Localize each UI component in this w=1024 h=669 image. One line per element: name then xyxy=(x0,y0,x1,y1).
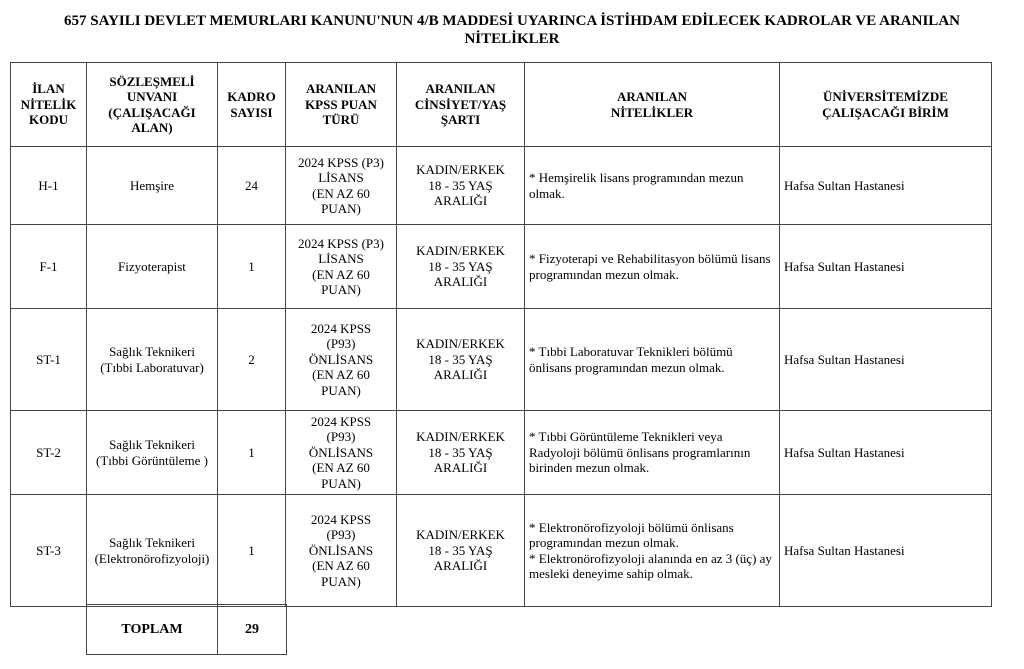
gender-age-cell xyxy=(397,411,525,495)
text-line: KODU xyxy=(29,112,68,128)
qualifications-cell xyxy=(525,411,780,495)
unit-cell: Hafsa Sultan Hastanesi xyxy=(780,147,992,225)
code-cell: ST-1 xyxy=(11,309,87,411)
text-line: KPSS PUAN xyxy=(305,96,377,112)
text-line: (EN AZ 60 xyxy=(312,460,370,476)
text-line: * Tıbbi Laboratuvar Teknikleri bölümü önlisans programından mezun olmak. xyxy=(529,344,733,375)
text-line: UNVANI xyxy=(126,89,178,104)
text-line: ALAN) xyxy=(131,120,173,135)
text-line: * Fizyoterapi ve Rehabilitasyon bölümü lisans programından mezun olmak. xyxy=(529,251,771,282)
header-kpss xyxy=(286,63,397,147)
total-row xyxy=(87,605,287,655)
document-title xyxy=(0,12,1024,48)
text-line: (P93) xyxy=(326,527,356,543)
count-cell: 1 xyxy=(218,411,286,495)
title-cell xyxy=(87,225,218,309)
positions-table xyxy=(10,62,992,607)
unit-cell: Hafsa Sultan Hastanesi xyxy=(780,495,992,607)
text-line: (EN AZ 60 xyxy=(312,185,370,201)
header-row xyxy=(11,63,992,147)
text-line: ÇALIŞACAĞI BİRİM xyxy=(822,104,949,120)
text-line: 2024 KPSS xyxy=(310,511,372,527)
table-row xyxy=(11,147,992,225)
text-line: 18 - 35 YAŞ xyxy=(428,351,493,367)
header-code xyxy=(11,63,87,147)
text-line: 2024 KPSS (P3) xyxy=(298,154,384,170)
text-line: PUAN) xyxy=(321,475,361,491)
text-line: ARANILAN xyxy=(616,89,688,104)
text-line: NİTELİK xyxy=(20,96,77,112)
text-line: (Elektronörofizyoloji) xyxy=(94,550,210,566)
code-cell: ST-2 xyxy=(11,411,87,495)
text-line: KADRO xyxy=(227,89,276,104)
text-line: 2024 KPSS (P3) xyxy=(298,235,384,251)
kpss-cell xyxy=(286,309,397,411)
text-line: ARALIĞI xyxy=(433,460,488,476)
text-line: ARALIĞI xyxy=(433,558,488,574)
text-line: ÖNLİSANS xyxy=(308,351,374,367)
text-line: 2024 KPSS xyxy=(310,413,372,429)
code-cell: ST-3 xyxy=(11,495,87,607)
text-line: * Hemşirelik lisans programından mezun olmak. xyxy=(529,170,744,201)
text-line: ARALIĞI xyxy=(433,193,488,209)
qualifications-cell xyxy=(525,309,780,411)
text-line: SAYISI xyxy=(230,104,273,120)
text-line: (EN AZ 60 xyxy=(312,367,370,383)
qualifications-cell xyxy=(525,495,780,607)
kpss-cell xyxy=(286,225,397,309)
kpss-cell xyxy=(286,411,397,495)
unit-cell: Hafsa Sultan Hastanesi xyxy=(780,411,992,495)
total-value: 29 xyxy=(218,605,287,655)
qualifications-cell xyxy=(525,225,780,309)
text-line: * Elektronörofizyoloji bölümü önlisans programından mezun olmak. xyxy=(529,519,734,550)
text-line: (P93) xyxy=(326,429,356,445)
kpss-cell xyxy=(286,147,397,225)
text-line: Sağlık Teknikeri xyxy=(109,344,195,359)
text-line: ARALIĞI xyxy=(433,274,488,290)
text-line: SÖZLEŞMELİ xyxy=(109,73,195,89)
text-line: ÖNLİSANS xyxy=(308,444,374,460)
text-line: 18 - 35 YAŞ xyxy=(428,258,493,274)
text-line: LİSANS xyxy=(318,251,364,266)
text-line: Sağlık Teknikeri xyxy=(109,535,195,550)
count-cell: 2 xyxy=(218,309,286,411)
text-line: KADIN/ERKEK xyxy=(416,429,505,445)
text-line: * Tıbbi Görüntüleme Teknikleri veya Radyoloji bölümü önlisans programlarının birinden mezun olmak. xyxy=(529,429,751,476)
text-line: KADIN/ERKEK xyxy=(416,243,505,259)
text-line: Fizyoterapist xyxy=(118,258,186,274)
text-line: KADIN/ERKEK xyxy=(416,162,505,178)
text-line: CİNSİYET/YAŞ xyxy=(414,96,507,112)
text-line: ÖNLİSANS xyxy=(308,542,374,558)
text-line: PUAN) xyxy=(321,282,361,297)
header-count xyxy=(218,63,286,147)
qualifications-cell xyxy=(525,147,780,225)
text-line: 2024 KPSS xyxy=(310,320,372,336)
title-cell xyxy=(87,147,218,225)
gender-age-cell xyxy=(397,309,525,411)
gender-age-cell xyxy=(397,225,525,309)
title-cell xyxy=(87,309,218,411)
title-line-2: NİTELİKLER xyxy=(464,31,560,47)
header-title xyxy=(87,63,218,147)
gender-age-cell xyxy=(397,495,525,607)
text-line: ARALIĞI xyxy=(433,367,488,383)
table-row xyxy=(11,225,992,309)
count-cell: 24 xyxy=(218,147,286,225)
total-table xyxy=(86,604,287,655)
text-line: NİTELİKLER xyxy=(610,104,694,120)
text-line: Sağlık Teknikeri xyxy=(109,437,195,452)
title-cell xyxy=(87,411,218,495)
text-line: 18 - 35 YAŞ xyxy=(428,444,493,460)
text-line: LİSANS xyxy=(318,170,364,185)
total-label: TOPLAM xyxy=(87,605,218,655)
text-line: (ÇALIŞACAĞI xyxy=(108,104,196,120)
text-line: ŞARTI xyxy=(440,112,481,128)
unit-cell: Hafsa Sultan Hastanesi xyxy=(780,225,992,309)
unit-cell: Hafsa Sultan Hastanesi xyxy=(780,309,992,411)
title-cell xyxy=(87,495,218,607)
title-line-1: 657 SAYILI DEVLET MEMURLARI KANUNU'NUN 4/B MADDESİ UYARINCA İSTİHDAM EDİLECEK KADROLAR VE ARANILAN xyxy=(64,13,960,29)
kpss-cell xyxy=(286,495,397,607)
code-cell: H-1 xyxy=(11,147,87,225)
text-line: Hemşire xyxy=(129,177,175,193)
text-line: (P93) xyxy=(326,336,356,352)
text-line: KADIN/ERKEK xyxy=(416,336,505,352)
text-line: ARANILAN xyxy=(425,81,496,97)
text-line: PUAN) xyxy=(321,201,361,216)
table-row xyxy=(11,495,992,607)
text-line: KADIN/ERKEK xyxy=(416,527,505,543)
header-gender-age xyxy=(397,63,525,147)
count-cell: 1 xyxy=(218,495,286,607)
count-cell: 1 xyxy=(218,225,286,309)
text-line: İLAN xyxy=(32,81,65,97)
text-line: (EN AZ 60 xyxy=(312,558,370,574)
table-row xyxy=(11,309,992,411)
gender-age-cell xyxy=(397,147,525,225)
text-line: PUAN) xyxy=(321,573,361,589)
code-cell: F-1 xyxy=(11,225,87,309)
text-line: ARANILAN xyxy=(305,81,377,97)
text-line: TÜRÜ xyxy=(322,112,360,128)
text-line: (EN AZ 60 xyxy=(312,266,370,282)
text-line: 18 - 35 YAŞ xyxy=(428,177,493,193)
text-line: (Tıbbi Laboratuvar) xyxy=(100,359,204,375)
text-line: ÜNİVERSİTEMİZDE xyxy=(823,89,948,104)
table-row xyxy=(11,411,992,495)
text-line: * Elektronörofizyoloji alanında en az 3 (üç) ay mesleki deneyime sahip olmak. xyxy=(529,550,772,581)
text-line: (Tıbbi Görüntüleme ) xyxy=(96,452,208,468)
text-line: 18 - 35 YAŞ xyxy=(428,542,493,558)
text-line: PUAN) xyxy=(321,382,361,398)
header-unit xyxy=(780,63,992,147)
header-qualifications xyxy=(525,63,780,147)
